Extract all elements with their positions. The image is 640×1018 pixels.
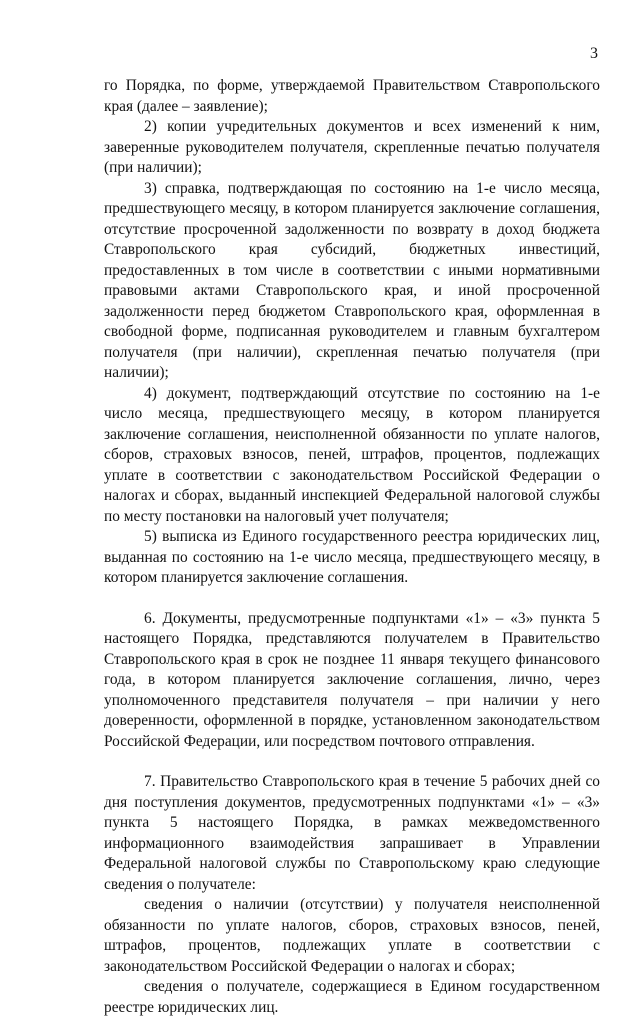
- paragraph-item-4: 4) документ, подтверждающий отсутствие по состоянию на 1-е число месяца, предшествующего месяцу, в котором планируется заключение соглашения, неисполненной обязанности по уплате налогов, сборов, страховых взносов, пеней, штрафов, процентов, подлежащих уплате в соответствии с законодательством Российской Федерации о налогах и сборах, выданный инспекцией Федеральной налоговой службы по месту постановки на налоговый учет получателя;: [104, 384, 600, 525]
- paragraph-registry-info: сведения о получателе, содержащиеся в Едином государственном реестре юридических лиц.: [104, 978, 600, 1016]
- section-gap: [104, 752, 600, 772]
- paragraph-section-7: 7. Правительство Ставропольского края в течение 5 рабочих дней со дня поступления документов, предусмотренных подпунктами «1» – «3» пункта 5 настоящего Порядка, в рамках межведомственного информационного взаимодействия запрашивает в Управлении Федеральной налоговой службы по Ставропольскому краю следующие сведения о получателе:: [104, 773, 600, 893]
- page-number: 3: [590, 45, 598, 62]
- paragraph-item-2: 2) копии учредительных документов и всех изменений к ним, заверенные руководителем получателя, скрепленные печатью получателя (при наличии);: [104, 118, 600, 176]
- section-gap: [104, 589, 600, 609]
- paragraph-continuation: го Порядка, по форме, утверждаемой Правительством Ставропольского края (далее – заявление);: [104, 77, 600, 115]
- paragraph-tax-info: сведения о наличии (отсутствии) у получателя неисполненной обязанности по уплате налогов, сборов, страховых взносов, пеней, штрафов, процентов, подлежащих уплате в соответствии с законодательством Российской Федерации о налогах и сборах;: [104, 896, 600, 975]
- paragraph-item-3: 3) справка, подтверждающая по состоянию на 1-е число месяца, предшествующего месяцу, в котором планируется заключение соглашения, отсутствие просроченной задолженности по возврату в доход бюджета Ставропольского края субсидий, бюджетных инвестиций, предоставленных в том числе в соответствии с иными нормативными правовыми актами Ставропольского края, и иной просроченной задолженности перед бюджетом Ставропольского края, оформленная в свободной форме, подписанная руководителем и главным бухгалтером получателя (при наличии), скрепленная печатью получателя (при наличии);: [104, 179, 600, 381]
- document-body: [104, 76, 600, 1018]
- paragraph-section-6: 6. Документы, предусмотренные подпунктами «1» – «3» пункта 5 настоящего Порядка, представляются получателем в Правительство Ставропольского края в срок не позднее 11 января текущего финансового года, в котором планируется заключение соглашения, лично, через уполномоченного представителя получателя – при наличии у него доверенности, оформленной в порядке, установленном законодательством Российской Федерации, или посредством почтового отправления.: [104, 609, 600, 750]
- paragraph-item-5: 5) выписка из Единого государственного реестра юридических лиц, выданная по состоянию на 1-е число месяца, предшествующего месяцу, в котором планируется заключение соглашения.: [104, 528, 600, 586]
